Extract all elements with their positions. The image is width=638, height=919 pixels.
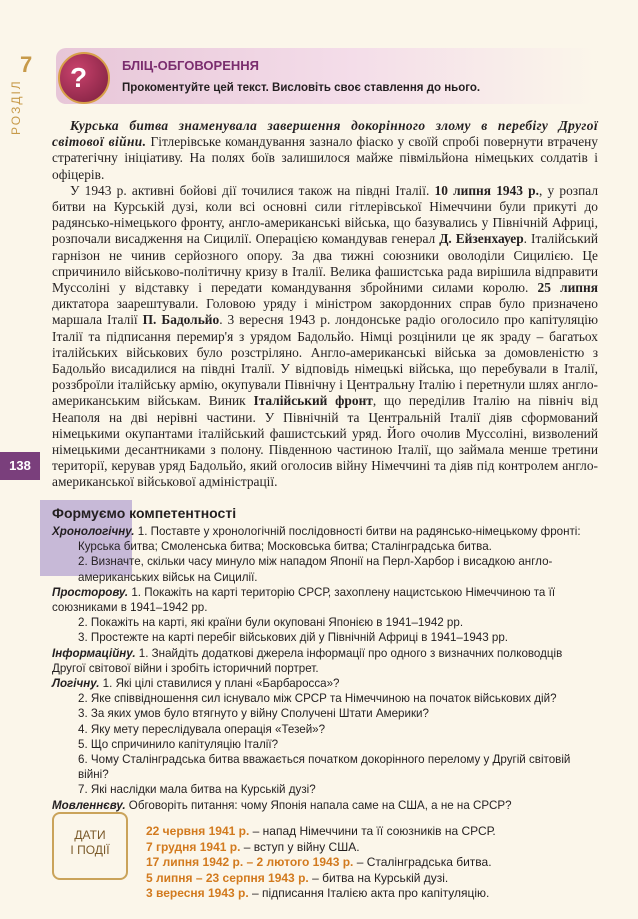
competence-title: Формуємо компетентності — [52, 505, 237, 521]
paragraph: У 1943 р. активні бойові дії точилися також на півдні Італії. 10 липня 1943 р., у розпал битви на Курській дузі, коли всі основні сили гітлерівської Німеччини були прикуті до радянсько-німецького фронту, англо-американські війська, що базувались у Північній Африці, розпочали висадження на Сицилії. Операцією командував генерал Д. Ейзенхауер. Італійський гарнізон не чинив серйозного опору. За два тижні союзники оволоділи Сицилією. Це спричинило військово-політичну кризу в Італії. Велика фашистська рада вирішила відправити Муссоліні у відставку і передати командування збройними силами королю. 25 липня диктатора заарештували. Головою уряду і міністром закордонних справ було призначено маршала Італії П. Бадольйо. 3 вересня 1943 р. лондонське радіо оголосило про капітуляцію Італії та підписання перемир'я з урядом Бадольйо. Німці розцінили це як зраду – багатьох італійських військових було розстріляно. Англо-американські війська за домовленістю з Бадольйо висадилися на півдні Італії. У відповідь німецькі війська, що перебували в Італії, роззброїли італійську армію, окупували Північну і Центральну Італію і перетнули шлях англо-американським військам. Виник Італійський фронт, що переділив Італію на північ від Неаполя на дві нерівні частини. У Північній та Центральній Італії діяв сформований німецькими окупантами італійський фашистський уряд. Його очолив Муссоліні, визволений німецькими десантниками з полону. Південною частиною Італії, що займала менше третини території, керував уряд Бадольйо, який оголосив війну Німеччині та діяв під контролем англо-американської військової адміністрації. — [52, 182, 599, 490]
task-row — [52, 615, 598, 630]
task-text: 2. Покажіть на карті, які країни були окуповані Японією в 1941–1942 рр. — [78, 616, 464, 630]
task-text: 1. Поставте у хронологічній послідовності битви на радянсько-німецькому фронті: — [134, 525, 581, 538]
date-label: 17 липня 1942 р. – 2 лютого 1943 р. — [146, 855, 354, 870]
task-row — [52, 737, 598, 752]
date-row — [146, 871, 596, 887]
date-row — [146, 855, 596, 871]
chapter-word: РОЗДІЛ — [9, 79, 23, 135]
date-label: 3 вересня 1943 р. — [146, 886, 249, 901]
task-text: 4. Яку мету переслідувала операція «Тезей»? — [78, 722, 326, 736]
task-category: Просторову. — [52, 585, 129, 599]
task-category: Мовленнєву. — [52, 798, 126, 812]
task-row — [52, 752, 598, 782]
date-label: 22 червня 1941 р. — [146, 824, 250, 838]
blitz-banner — [56, 48, 596, 104]
date-event: – напад Німеччини та її союзників на СРСР. — [249, 824, 496, 838]
date-row — [146, 824, 596, 840]
task-text: 3. За яких умов було втягнуто у війну Сполучені Штати Америки? — [78, 707, 429, 721]
task-row — [52, 585, 598, 615]
task-category: Логічну. — [52, 677, 100, 691]
blitz-title: БЛІЦ-ОБГОВОРЕННЯ — [122, 58, 259, 73]
task-row — [52, 554, 598, 584]
blitz-subtitle: Прокоментуйте цей текст. Висловіть своє ставлення до нього. — [122, 82, 481, 94]
task-row — [52, 691, 598, 706]
task-text: 1. Знайдіть додаткові джерела інформації про одного з визначних полководців Другої світової війни і зробіть історичний портрет. — [52, 646, 563, 675]
paragraph: Курська битва знаменувала завершення докорінного злому в перебігу Другої світової війни. Гітлерівське командування зазнало фіаско у своїй спробі повернути втрачену стратегічну ініціативу. На полях боїв залишилося майже півмільйона німецьких солдатів і офіцерів. — [52, 118, 599, 182]
task-row — [52, 676, 598, 691]
task-text: Курська битва; Смоленська битва; Московська битва; Сталінградська битва. — [78, 540, 492, 554]
chapter-number: 7 — [20, 52, 33, 77]
date-event: – битва на Курській дузі. — [308, 870, 449, 885]
dates-badge: ДАТИ І ПОДІЇ — [52, 812, 128, 880]
date-event: – вступ у війну США. — [240, 839, 360, 854]
task-category: Інформаційну. — [52, 646, 136, 660]
page-number: 138 — [0, 452, 40, 480]
task-row — [52, 524, 598, 539]
date-row — [146, 840, 596, 856]
task-text: 1. Покажіть на карті територію СРСР, захоплену нацистською Німеччиною та її союзниками в 1941–1942 рр. — [52, 585, 556, 615]
task-row — [52, 782, 598, 797]
chapter-marker — [2, 14, 42, 135]
task-row — [52, 539, 598, 554]
task-text: 7. Які наслідки мала битва на Курській дузі? — [78, 783, 316, 797]
task-row — [52, 646, 598, 676]
date-event: – Сталінградська битва. — [353, 855, 492, 870]
task-text: 3. Простежте на карті перебіг військових дій у Північній Африці в 1941–1943 рр. — [78, 631, 509, 645]
task-text: 1. Які цілі ставилися у плані «Барбаросса»? — [99, 677, 340, 691]
date-label: 5 липня – 23 серпня 1943 р. — [146, 870, 309, 885]
task-row — [52, 706, 598, 721]
task-row — [52, 798, 598, 813]
task-row — [52, 722, 598, 737]
task-text: 5. Що спричинило капітуляцію Італії? — [78, 737, 279, 751]
task-text: 2. Визначте, скільки часу минуло між нападом Японії на Перл-Харбор і висадкою англо-американських військ на Сицилії. — [78, 555, 553, 584]
date-row — [146, 886, 596, 902]
date-label: 7 грудня 1941 р. — [146, 839, 241, 854]
date-event: – підписання Італією акта про капітуляцію. — [248, 886, 490, 901]
task-list — [52, 524, 598, 813]
question-icon: ? — [58, 52, 110, 104]
task-category: Хронологічну. — [52, 525, 135, 538]
task-row — [52, 630, 598, 645]
main-text — [52, 118, 598, 491]
task-text: Обговоріть питання: чому Японія напала саме на США, а не на СРСР? — [125, 798, 512, 812]
dates-list — [146, 824, 596, 902]
task-text: 6. Чому Сталінградська битва вважається початком докорінного перелому у Другій світовій війні? — [78, 753, 571, 782]
task-text: 2. Яке співвідношення сил існувало між СРСР та Німеччиною на початок військових дій? — [78, 692, 557, 706]
